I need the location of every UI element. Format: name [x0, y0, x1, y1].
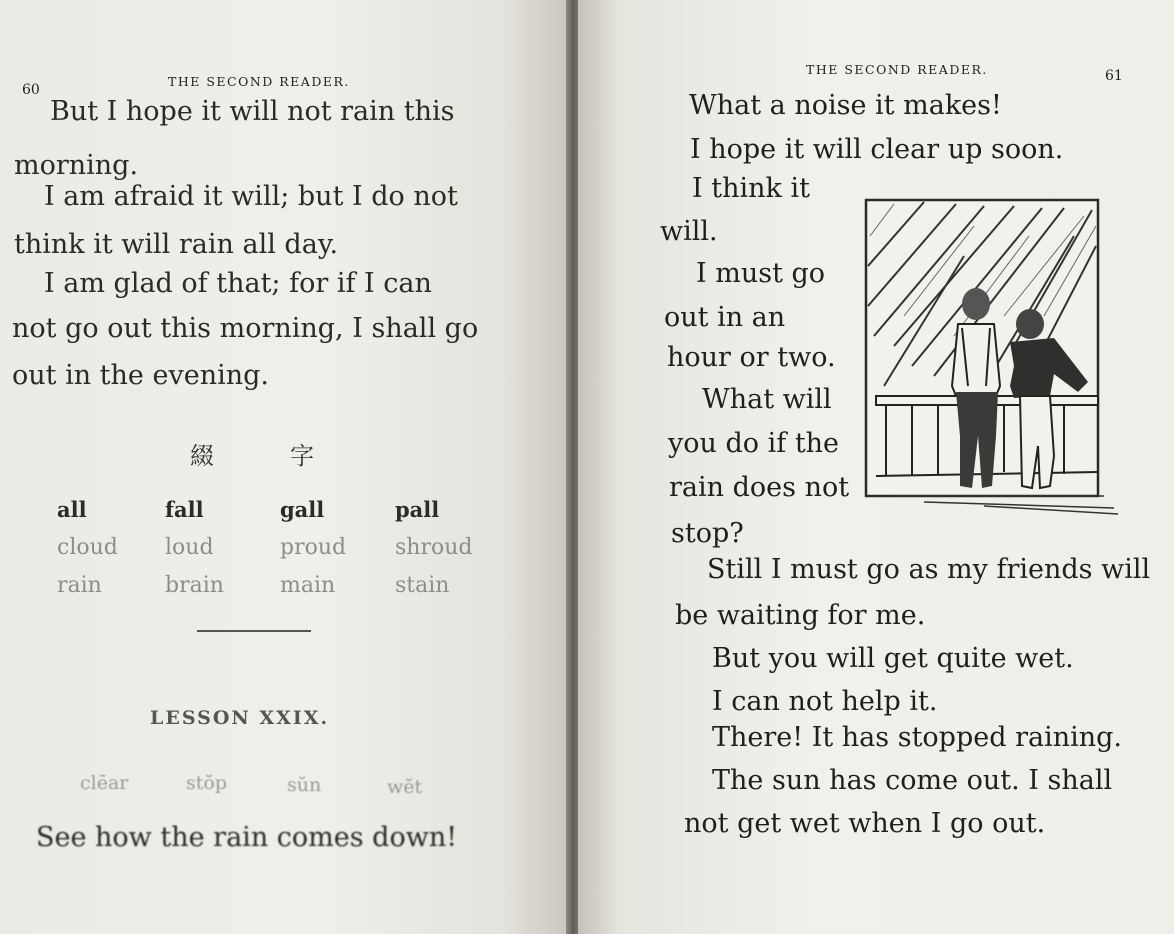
text-line: What a noise it makes!	[689, 90, 1002, 121]
spelling-word: all	[57, 496, 87, 522]
text-line: I am glad of that; for if I can	[44, 268, 432, 299]
text-line: not go out this morning, I shall go	[12, 313, 479, 344]
spelling-word: shroud	[395, 534, 473, 560]
vocabulary-word: stŏp	[186, 772, 227, 794]
text-line: not get wet when I go out.	[684, 808, 1046, 839]
vocabulary-word: sŭn	[287, 774, 322, 796]
text-line: But I hope it will not rain this	[50, 96, 455, 127]
text-line: I can not help it.	[712, 686, 938, 717]
text-line: will.	[660, 216, 718, 247]
page-number: 61	[1105, 68, 1123, 84]
text-line: There! It has stopped raining.	[712, 722, 1123, 753]
left-page	[0, 0, 570, 934]
running-head: THE SECOND READER.	[168, 74, 350, 89]
text-line: stop?	[671, 518, 744, 549]
text-line: I am afraid it will; but I do not	[44, 181, 458, 212]
text-line: I think it	[692, 173, 810, 204]
rain-illustration	[864, 196, 1120, 518]
page-number: 60	[22, 82, 40, 98]
spelling-word: cloud	[57, 534, 118, 560]
vocabulary-word: clēar	[80, 772, 129, 794]
spelling-word: gall	[280, 496, 325, 522]
text-line: I hope it will clear up soon.	[690, 134, 1064, 165]
text-line: I must go	[696, 258, 826, 289]
floor-shading	[894, 496, 1118, 514]
text-line: out in the evening.	[12, 360, 269, 391]
spelling-word: proud	[280, 534, 347, 560]
section-heading-char: 綴	[190, 442, 214, 470]
spelling-word: rain	[57, 572, 102, 598]
spelling-word: pall	[395, 496, 440, 522]
text-line: hour or two.	[667, 342, 836, 373]
spelling-word-table	[57, 490, 510, 604]
text-line: be waiting for me.	[675, 600, 926, 631]
text-line: out in an	[664, 302, 786, 333]
spelling-word: brain	[165, 572, 224, 598]
spelling-word: fall	[165, 496, 204, 522]
lesson-title: LESSON XXIX.	[150, 707, 330, 729]
word-row	[57, 566, 510, 604]
spelling-word: main	[280, 572, 336, 598]
word-row	[57, 528, 510, 566]
text-line: The sun has come out. I shall	[712, 765, 1113, 796]
lesson-first-line: See how the rain comes down!	[36, 822, 458, 853]
spelling-word: loud	[165, 534, 214, 560]
vocabulary-word: wĕt	[387, 776, 423, 798]
text-line: morning.	[14, 150, 139, 181]
word-row	[57, 490, 510, 528]
text-line: What will	[702, 384, 832, 415]
text-line: think it will rain all day.	[14, 229, 339, 260]
text-line: rain does not	[669, 472, 850, 503]
running-head: THE SECOND READER.	[806, 62, 988, 77]
section-divider	[197, 630, 311, 632]
section-heading-char: 字	[290, 442, 314, 470]
text-line: Still I must go as my friends will	[707, 554, 1151, 585]
text-line: But you will get quite wet.	[712, 643, 1074, 674]
spelling-word: stain	[395, 572, 450, 598]
text-line: you do if the	[668, 428, 840, 459]
